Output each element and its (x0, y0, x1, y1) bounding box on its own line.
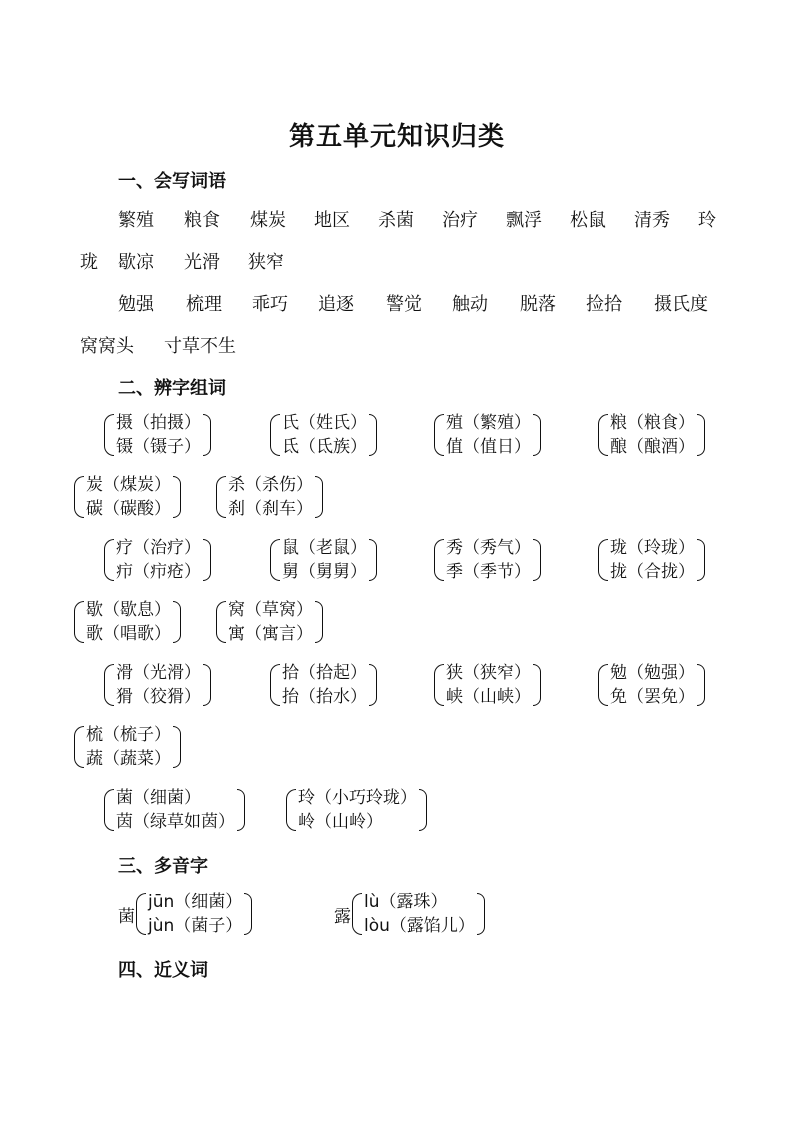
right-bracket (237, 789, 245, 831)
left-brace (74, 476, 84, 518)
section-heading-1: 一、会写词语 (118, 171, 226, 192)
char-group (216, 598, 323, 646)
left-brace (104, 789, 114, 831)
left-brace (434, 664, 444, 706)
group-line: 值（值日） (446, 437, 531, 457)
char-group (598, 536, 705, 584)
right-bracket (369, 664, 377, 706)
group-line: 拢（合拢） (610, 562, 695, 582)
reading-line: lù（露珠） (364, 892, 448, 912)
polyphone-char: 菌 (118, 906, 135, 927)
char-group (104, 536, 211, 584)
right-bracket (203, 414, 211, 456)
char-group (434, 661, 541, 709)
char-group (598, 411, 705, 459)
reading-line: jùn（菌子） (148, 916, 243, 936)
word: 触动 (452, 294, 488, 315)
group-line: 窝（草窝） (228, 600, 313, 620)
left-brace (104, 414, 114, 456)
group-line: 秀（秀气） (446, 538, 531, 558)
group-line: 猾（狡猾） (116, 687, 201, 707)
group-line: 粮（粮食） (610, 413, 695, 433)
char-group (270, 411, 377, 459)
left-brace (104, 664, 114, 706)
group-line: 寓（寓言） (228, 624, 313, 644)
right-bracket (369, 539, 377, 581)
word: 珑 (80, 252, 98, 273)
left-brace (598, 539, 608, 581)
group-line: 酿（酿酒） (610, 437, 695, 457)
group-line: 刹（刹车） (228, 499, 313, 519)
group-line: 舅（舅舅） (282, 562, 367, 582)
right-bracket (203, 664, 211, 706)
section-heading-3: 三、多音字 (118, 856, 208, 877)
group-line: 氐（氐族） (282, 437, 367, 457)
word: 治疗 (442, 210, 478, 231)
right-bracket (244, 893, 252, 935)
char-group (434, 411, 541, 459)
word: 警觉 (386, 294, 422, 315)
word: 繁殖 (118, 210, 154, 231)
group-line: 珑（玲珑） (610, 538, 695, 558)
polyphone-group (334, 890, 485, 938)
reading-line: jūn（细菌） (148, 892, 243, 912)
word: 玲 (698, 210, 716, 231)
group-line: 镊（镊子） (116, 437, 201, 457)
word: 勉强 (118, 294, 154, 315)
group-line: 蔬（蔬菜） (86, 749, 171, 769)
left-brace (74, 726, 84, 768)
group-line: 梳（梳子） (86, 725, 171, 745)
word: 粮食 (184, 210, 220, 231)
word: 寸草不生 (164, 336, 236, 357)
char-group (104, 411, 211, 459)
right-bracket (697, 539, 705, 581)
word: 梳理 (186, 294, 222, 315)
word: 捡拾 (586, 294, 622, 315)
group-line: 玲（小巧玲珑） (298, 788, 417, 808)
group-line: 歇（歇息） (86, 600, 171, 620)
char-group (270, 661, 377, 709)
char-group (286, 786, 427, 834)
word: 脱落 (520, 294, 556, 315)
left-brace (286, 789, 296, 831)
group-line: 鼠（老鼠） (282, 538, 367, 558)
right-bracket (173, 726, 181, 768)
group-line: 疖（疖疮） (116, 562, 201, 582)
word: 狭窄 (248, 252, 284, 273)
left-brace (216, 601, 226, 643)
group-line: 勉（勉强） (610, 663, 695, 683)
group-line: 氏（姓氏） (282, 413, 367, 433)
left-brace (104, 539, 114, 581)
right-bracket (315, 476, 323, 518)
section-heading-2: 二、辨字组词 (118, 378, 226, 399)
word: 歇凉 (118, 252, 154, 273)
word: 追逐 (318, 294, 354, 315)
char-group (74, 598, 181, 646)
section-heading-4: 四、近义词 (118, 960, 208, 981)
left-brace (270, 539, 280, 581)
word: 飘浮 (506, 210, 542, 231)
right-bracket (697, 664, 705, 706)
right-bracket (173, 601, 181, 643)
group-line: 抬（抬水） (282, 687, 367, 707)
right-bracket (533, 664, 541, 706)
group-line: 免（罢免） (610, 687, 695, 707)
polyphone-group (118, 890, 252, 938)
left-brace (270, 414, 280, 456)
left-brace (136, 893, 146, 935)
group-line: 歌（唱歌） (86, 624, 171, 644)
char-group (74, 473, 181, 521)
group-line: 菌（细菌） (116, 788, 201, 808)
group-line: 滑（光滑） (116, 663, 201, 683)
right-bracket (697, 414, 705, 456)
reading-line: lòu（露馅儿） (364, 916, 475, 936)
word: 摄氏度 (654, 294, 708, 315)
group-line: 殖（繁殖） (446, 413, 531, 433)
group-line: 疗（治疗） (116, 538, 201, 558)
group-line: 茵（绿草如茵） (116, 812, 235, 832)
group-line: 季（季节） (446, 562, 531, 582)
word: 光滑 (184, 252, 220, 273)
char-group (104, 786, 245, 834)
group-line: 碳（碳酸） (86, 499, 171, 519)
word: 地区 (314, 210, 350, 231)
right-bracket (533, 414, 541, 456)
left-brace (434, 414, 444, 456)
right-bracket (369, 414, 377, 456)
page-title: 第五单元知识归类 (288, 122, 505, 152)
word: 乖巧 (252, 294, 288, 315)
left-brace (74, 601, 84, 643)
left-brace (216, 476, 226, 518)
group-line: 拾（拾起） (282, 663, 367, 683)
char-group (74, 723, 181, 771)
char-group (598, 661, 705, 709)
group-line: 炭（煤炭） (86, 475, 171, 495)
group-line: 峡（山峡） (446, 687, 531, 707)
char-group (216, 473, 323, 521)
word: 煤炭 (250, 210, 286, 231)
right-bracket (419, 789, 427, 831)
left-brace (434, 539, 444, 581)
char-group (104, 661, 211, 709)
char-group (270, 536, 377, 584)
group-line: 摄（拍摄） (116, 413, 201, 433)
left-brace (598, 664, 608, 706)
group-line: 狭（狭窄） (446, 663, 531, 683)
left-brace (270, 664, 280, 706)
right-bracket (173, 476, 181, 518)
left-brace (598, 414, 608, 456)
group-line: 杀（杀伤） (228, 475, 313, 495)
word: 松鼠 (570, 210, 606, 231)
word: 杀菌 (378, 210, 414, 231)
group-line: 岭（山岭） (298, 812, 383, 832)
right-bracket (533, 539, 541, 581)
char-group (434, 536, 541, 584)
right-bracket (477, 893, 485, 935)
polyphone-char: 露 (334, 906, 351, 927)
right-bracket (203, 539, 211, 581)
word: 清秀 (634, 210, 670, 231)
right-bracket (315, 601, 323, 643)
word: 窝窝头 (80, 336, 134, 357)
left-brace (352, 893, 362, 935)
